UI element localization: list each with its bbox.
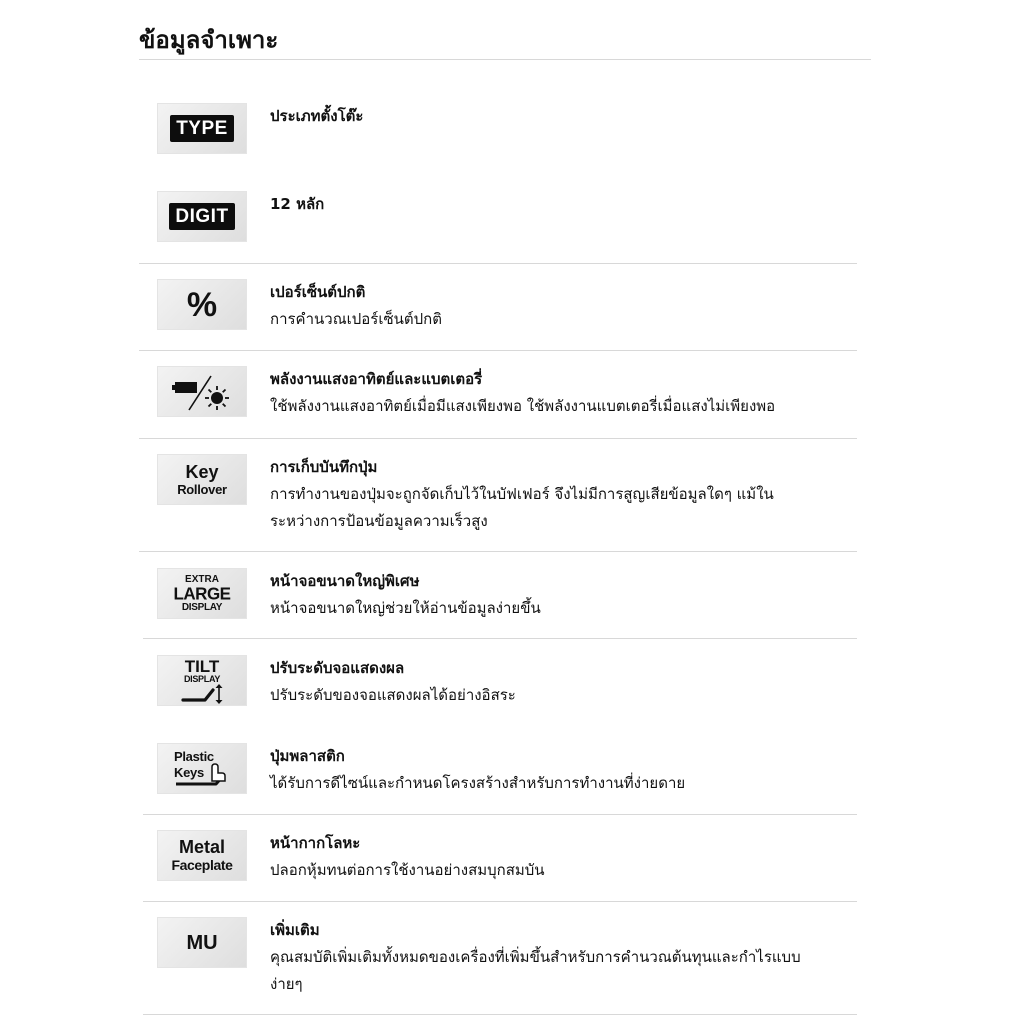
row-divider (139, 551, 857, 552)
spec-description: ปลอกหุ้มทนต่อการใช้งานอย่างสมบุกสมบัน (270, 861, 545, 879)
digit-badge (157, 191, 247, 242)
spec-heading: 12 หลัก (270, 195, 325, 213)
badge-line: TILT (184, 657, 220, 676)
spec-heading: เพิ่มเติม (270, 921, 320, 939)
spec-text (270, 743, 850, 797)
badge-line: LARGE (173, 583, 231, 604)
power-badge (157, 366, 247, 417)
badge-line: DISPLAY (181, 602, 223, 613)
tilt-display-badge (157, 655, 247, 706)
digit-badge-label: DIGIT (169, 203, 234, 230)
spec-heading: ปุ่มพลาสติก (270, 747, 345, 765)
spec-text (270, 917, 850, 998)
spec-description: การทำงานของปุ่มจะถูกจัดเก็บไว้ในบัฟเฟอร์ จึงไม่มีการสูญเสียข้อมูลใดๆ แม้ใน (270, 485, 774, 503)
spec-heading: ปรับระดับจอแสดงผล (270, 659, 405, 677)
spec-text (270, 366, 850, 420)
large-display-badge (157, 568, 247, 619)
spec-heading: เปอร์เซ็นต์ปกติ (270, 283, 366, 301)
spec-text (270, 191, 850, 218)
row-divider (143, 1014, 857, 1015)
spec-heading: การเก็บบันทึกปุ่ม (270, 458, 378, 476)
percent-badge-label: % (186, 285, 218, 324)
spec-heading: พลังงานแสงอาทิตย์และแบตเตอรี่ (270, 370, 483, 388)
type-badge (157, 103, 247, 154)
spec-description: หน้าจอขนาดใหญ่ช่วยให้อ่านข้อมูลง่ายขึ้น (270, 599, 541, 617)
badge-line: Rollover (177, 481, 227, 497)
row-divider (139, 350, 857, 351)
spec-description: ปรับระดับของจอแสดงผลได้อย่างอิสระ (270, 686, 516, 704)
spec-text (270, 830, 850, 884)
spec-text (270, 103, 850, 130)
spec-text (270, 279, 850, 333)
metal-faceplate-badge (157, 830, 247, 881)
row-divider (143, 901, 857, 902)
row-divider (139, 263, 857, 264)
tilt-arrow-icon (177, 684, 227, 704)
type-badge-label: TYPE (170, 115, 234, 142)
spec-description: การคำนวณเปอร์เซ็นต์ปกติ (270, 310, 442, 328)
row-divider (143, 814, 857, 815)
page-title: ข้อมูลจำเพาะ (139, 26, 279, 54)
spec-text (270, 568, 850, 622)
spec-description: ง่ายๆ (270, 975, 303, 993)
badge-line: Key (185, 461, 219, 482)
percent-badge (157, 279, 247, 330)
key-rollover-badge (157, 454, 247, 505)
badge-line: EXTRA (185, 574, 219, 585)
row-divider (143, 638, 857, 639)
spec-description: ระหว่างการป้อนข้อมูลความเร็วสูง (270, 512, 488, 530)
badge-line: Plastic (174, 748, 214, 764)
plastic-keys-badge (157, 743, 247, 794)
mu-badge (157, 917, 247, 968)
spec-text (270, 454, 850, 535)
mu-badge-label: MU (186, 931, 218, 954)
badge-line: Metal (178, 837, 225, 857)
spec-text (270, 655, 850, 709)
spec-heading: หน้ากากโลหะ (270, 834, 361, 852)
row-divider (139, 438, 857, 439)
finger-press-icon (172, 747, 232, 791)
spec-description: ได้รับการดีไซน์และกำหนดโครงสร้างสำหรับการทำงานที่ง่ายดาย (270, 774, 686, 792)
badge-line: Keys (174, 764, 204, 780)
battery-solar-icon (167, 370, 237, 414)
spec-heading: ประเภทตั้งโต๊ะ (270, 107, 364, 125)
spec-description: ใช้พลังงานแสงอาทิตย์เมื่อมีแสงเพียงพอ ใช้พลังงานแบตเตอรี่เมื่อแสงไม่เพียงพอ (270, 397, 776, 415)
spec-heading: หน้าจอขนาดใหญ่พิเศษ (270, 572, 420, 590)
spec-description: คุณสมบัติเพิ่มเติมทั้งหมดของเครื่องที่เพิ่มขึ้นสำหรับการคำนวณต้นทุนและกำไรแบบ (270, 948, 801, 966)
badge-line: DISPLAY (183, 674, 221, 684)
badge-line: Faceplate (171, 857, 233, 873)
